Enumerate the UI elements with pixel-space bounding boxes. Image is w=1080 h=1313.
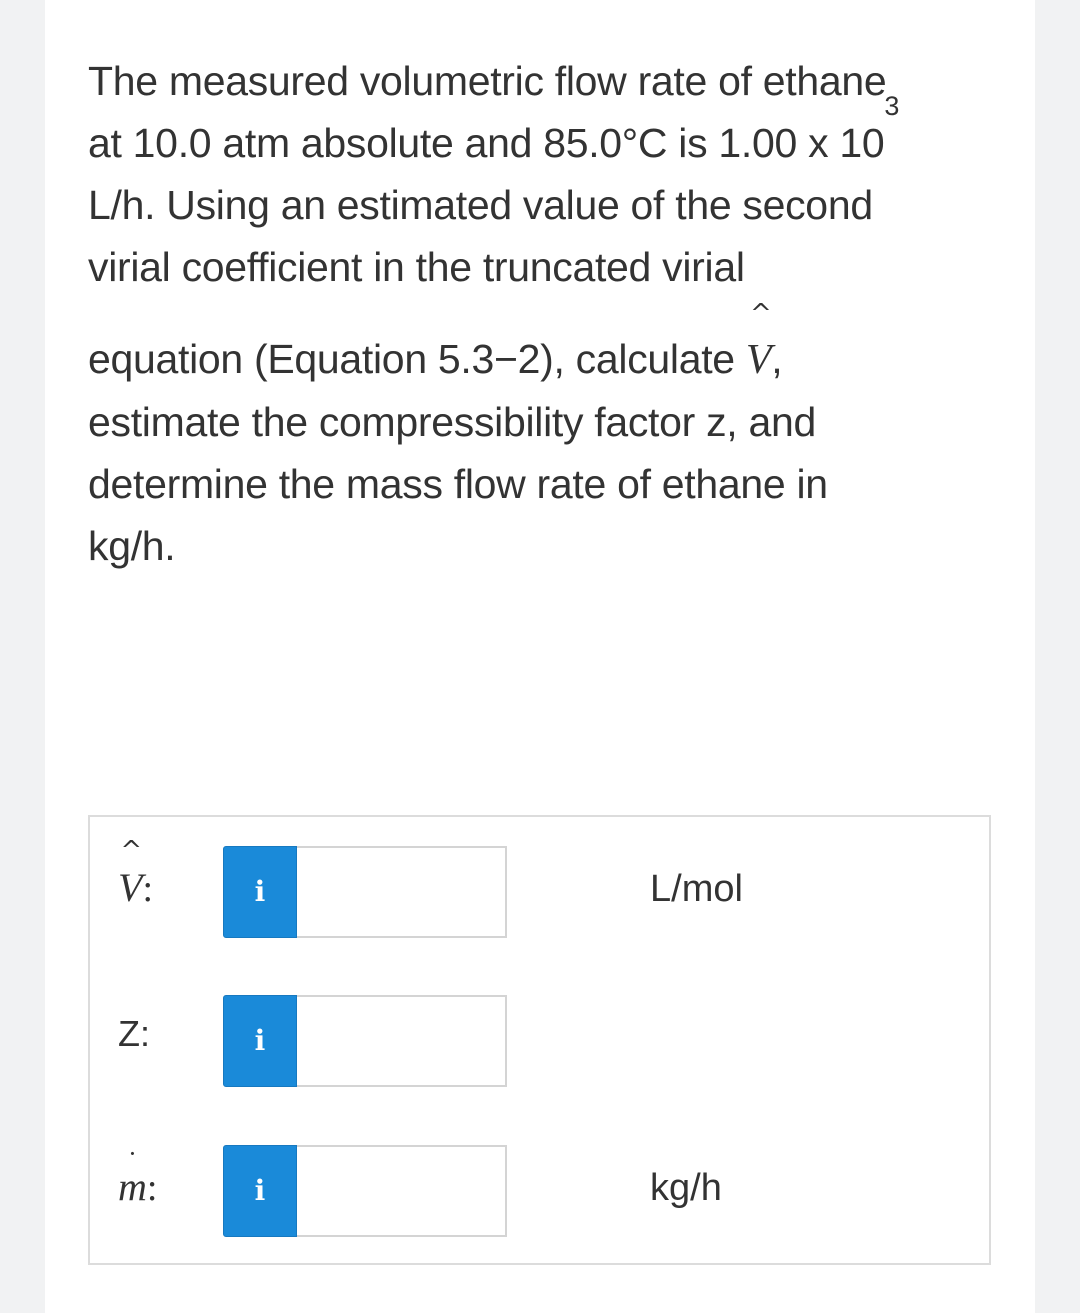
vhat-symbol — [118, 836, 143, 911]
mdot-symbol — [118, 1139, 147, 1210]
mdot-label — [118, 1139, 158, 1210]
v-symbol: V — [745, 337, 772, 383]
question-line-5-comma: , — [771, 336, 783, 382]
mdot-input[interactable] — [297, 1145, 507, 1237]
mdot-dot: · — [128, 1139, 137, 1168]
question-line-1: The measured volumetric flow rate of ethane — [88, 58, 887, 104]
question-line-6: estimate the compressibility factor z, and — [88, 399, 816, 445]
mdot-unit: kg/h — [650, 1167, 722, 1209]
question-line-5-text: equation (Equation 5.3−2), calculate — [88, 336, 746, 382]
info-button-vhat[interactable] — [223, 846, 297, 938]
question-line-4: virial coefficient in the truncated virial — [88, 244, 745, 290]
question-line-2 — [88, 91, 988, 174]
info-button-z[interactable] — [223, 995, 297, 1087]
info-icon: i — [254, 875, 266, 908]
info-icon: i — [254, 1024, 266, 1057]
answer-row-z — [90, 995, 989, 1087]
z-label: Z: — [118, 1013, 150, 1054]
question-line-5 — [88, 299, 988, 391]
info-icon: i — [254, 1174, 266, 1207]
exponent: 3 — [884, 91, 900, 121]
v-hat-symbol — [745, 299, 772, 391]
mdot-colon: : — [146, 1167, 158, 1209]
question-line-3: L/h. Using an estimated value of the second — [88, 182, 873, 228]
info-button-mdot[interactable] — [223, 1145, 297, 1237]
question-line-2-text: at 10.0 atm absolute and 85.0°C is 1.00 x 10 — [88, 120, 885, 166]
z-input[interactable] — [297, 995, 507, 1087]
hat-accent: ^ — [749, 299, 772, 329]
vhat-colon: : — [142, 868, 153, 910]
answer-panel — [88, 815, 991, 1265]
mdot-letter: m — [118, 1164, 147, 1209]
vhat-unit: L/mol — [650, 868, 743, 910]
vhat-letter: V — [118, 865, 143, 910]
vhat-input[interactable] — [297, 846, 507, 938]
question-line-8: kg/h. — [88, 523, 176, 569]
answer-row-mdot — [90, 1139, 989, 1237]
vhat-label — [118, 836, 153, 911]
vhat-hat: ^ — [120, 836, 143, 866]
question-line-7: determine the mass flow rate of ethane in — [88, 461, 828, 507]
question-text — [88, 50, 988, 577]
answer-row-vhat — [90, 836, 989, 938]
